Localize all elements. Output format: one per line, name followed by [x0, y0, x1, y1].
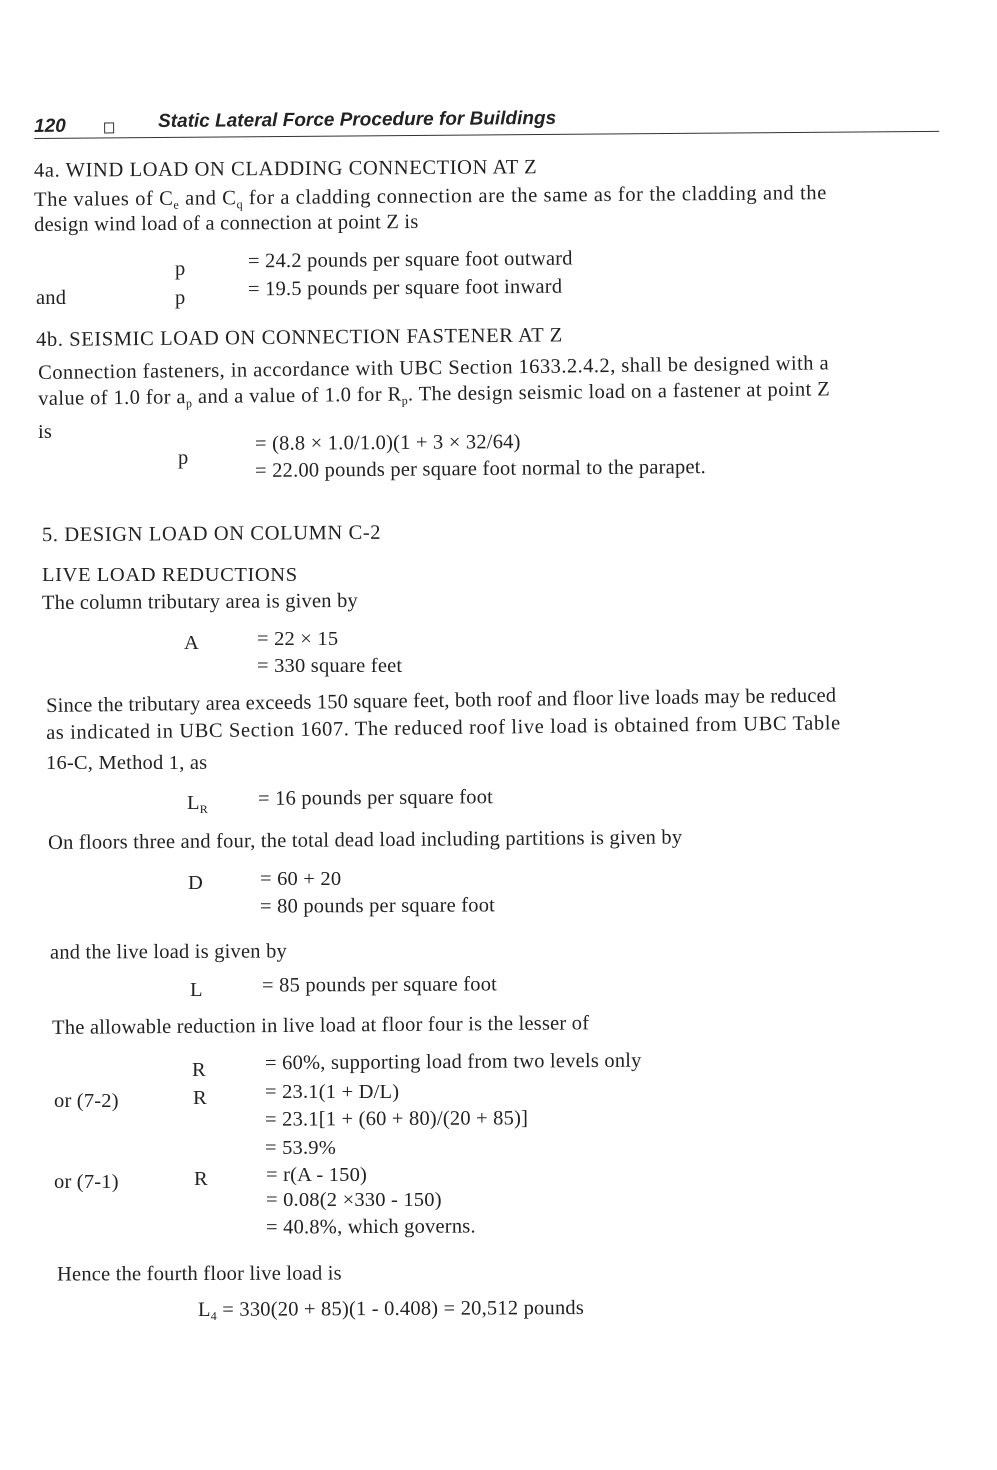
- page-number: 120: [34, 115, 66, 137]
- eq-p-symbol: p: [175, 258, 186, 280]
- section-4a-heading: 4a. WIND LOAD ON CLADDING CONNECTION AT Z: [33, 156, 538, 182]
- eq-seismic-line-1: = (8.8 × 1.0/1.0)(1 + 3 × 32/64): [254, 431, 521, 455]
- eq-r2-line-2: = 23.1[1 + (60 + 80)/(20 + 85)]: [264, 1107, 529, 1131]
- tributary-para-line-1: Since the tributary area exceeds 150 square feet, both roof and floor live loads may be reduced: [46, 684, 837, 717]
- running-header: [34, 105, 939, 139]
- and-label: and: [36, 287, 67, 309]
- eq-r3-line-1: = r(A - 150): [266, 1164, 368, 1186]
- dead-load-intro: On floors three and four, the total dead load including partitions is given by: [48, 826, 683, 854]
- eq-d-symbol: D: [188, 872, 204, 894]
- live-load-intro: and the live load is given by: [49, 940, 288, 964]
- or-7-1-label: or (7-1): [54, 1171, 119, 1193]
- eq-p-symbol-2: p: [175, 287, 186, 309]
- eq-d-line-1: = 60 + 20: [260, 868, 342, 890]
- eq-lr-symbol: $L_R$: [187, 792, 208, 816]
- eq-l-symbol: L: [190, 979, 203, 1001]
- eq-r3-line-2: = 0.08(2 ×330 - 150): [266, 1189, 442, 1211]
- eq-seismic-line-2: = 22.00 pounds per square foot normal to the parapet.: [255, 456, 707, 482]
- eq-r2-line-3: = 53.9%: [265, 1137, 337, 1159]
- section-5-heading: 5. DESIGN LOAD ON COLUMN C-2: [41, 521, 382, 547]
- eq-lr: = 16 pounds per square foot: [257, 786, 494, 810]
- tributary-para-line-2: as indicated in UBC Section 1607. The reduced roof live load is obtained from UBC Table: [46, 712, 841, 744]
- running-title: Static Lateral Force Procedure for Buildings: [157, 107, 557, 133]
- eq-l4: $L_4 = 330(20 + 85)(1 - 0.408) = 20,512$ pounds: [197, 1296, 585, 1323]
- eq-d-line-2: = 80 pounds per square foot: [259, 894, 496, 918]
- eq-l: = 85 pounds per square foot: [261, 973, 498, 997]
- eq-a-symbol: A: [184, 632, 200, 654]
- eq-p-inward: = 19.5 pounds per square foot inward: [247, 275, 563, 301]
- separator-box-icon: [104, 122, 114, 133]
- eq-r3-line-3: = 40.8%, which governs.: [265, 1215, 476, 1239]
- eq-r3-symbol: R: [194, 1168, 208, 1190]
- tributary-intro: The column tributary area is given by: [41, 589, 359, 615]
- section-4b-heading: 4b. SEISMIC LOAD ON CONNECTION FASTENER AT Z: [36, 324, 563, 351]
- live-load-reductions-subheading: LIVE LOAD REDUCTIONS: [42, 564, 298, 586]
- eq-r2-symbol: R: [193, 1087, 207, 1109]
- eq-p-outward: = 24.2 pounds per square foot outward: [247, 247, 573, 273]
- eq-seismic-p-symbol: p: [178, 447, 189, 469]
- hence-intro: Hence the fourth floor live load is: [56, 1262, 342, 1286]
- section-4b-paragraph-line-3: is: [38, 421, 53, 443]
- eq-r2-line-1: = 23.1(1 + D/L): [265, 1081, 400, 1103]
- section-4b-paragraph-line-1: Connection fasteners, in accordance with UBC Section 1633.2.4.2, shall be designed with a: [38, 352, 830, 384]
- eq-a-line-2: = 330 square feet: [257, 655, 403, 677]
- eq-r1-symbol: R: [192, 1059, 206, 1081]
- or-7-2-label: or (7-2): [54, 1090, 119, 1112]
- eq-r1: = 60%, supporting load from two levels only: [264, 1049, 642, 1075]
- section-4a-paragraph-line-1: The values of $C_e$ and $C_q$ for a cladding connection are the same as for the cladding and the: [34, 182, 828, 212]
- tributary-para-line-3: 16-C, Method 1, as: [46, 752, 208, 774]
- eq-a-line-1: = 22 × 15: [257, 628, 339, 650]
- reduction-intro: The allowable reduction in live load at floor four is the lesser of: [52, 1012, 590, 1039]
- section-4a-paragraph-line-2: design wind load of a connection at point Z is: [34, 210, 419, 236]
- section-4b-paragraph-line-2: value of 1.0 for $a_p$ and a value of 1.0 for $R_p$. The design seismic load on a fastener at point Z: [38, 378, 831, 411]
